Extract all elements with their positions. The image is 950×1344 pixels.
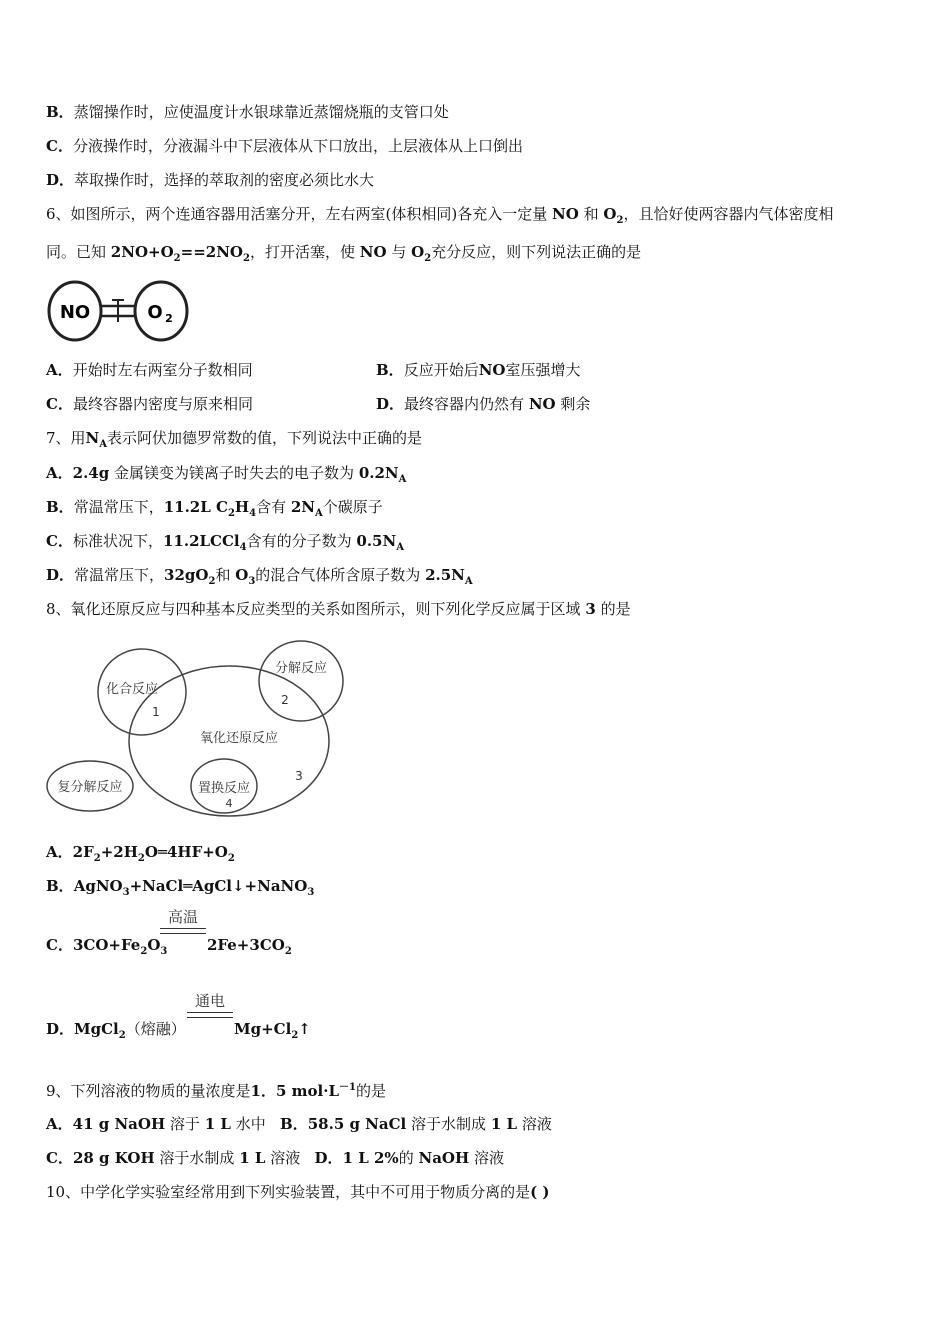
right-chamber-label: O bbox=[147, 302, 163, 323]
q8-option-a: A．$2F_2+2H_2O═4HF+O_2$ bbox=[46, 843, 235, 864]
decomposition-label: 分解反应 bbox=[274, 661, 328, 676]
region-2-label: 2 bbox=[281, 693, 289, 707]
q7-option-a: A．2.4g 金属镁变为镁离子时失去的电子数为 $0.2N_A$ bbox=[46, 464, 407, 485]
q7-option-b: B．常温常压下，11.2L $C_2H_4$含有 $2N_A$个碳原子 bbox=[46, 498, 383, 519]
decomposition-circle bbox=[259, 641, 343, 721]
q9-options-row2: C．28 g KOH 溶于水制成 1 L 溶液 D．1 L 2%的 NaOH 溶液 bbox=[46, 1149, 504, 1167]
q8-option-c: C．$3CO+Fe_2O_3$ bbox=[46, 936, 168, 957]
region-1-label: 1 bbox=[152, 705, 160, 719]
q5-option-c: C．分液操作时，分液漏斗中下层液体从下口放出，上层液体从上口倒出 bbox=[46, 137, 523, 155]
q8-c-condition: 高温 bbox=[167, 908, 198, 926]
q10-stem: 10、中学化学实验室经常用到下列实验装置，其中不可用于物质分离的是( ) bbox=[46, 1183, 550, 1201]
q8-option-c-product: $2Fe+3CO_2$ bbox=[207, 936, 292, 957]
region-3-label: 3 bbox=[295, 769, 303, 783]
q6-stem-line2: 同。已知 $2NO+O_2==2NO_2$，打开活塞，使 NO 与 $O_2$充分反应，则下列说法正确的是 bbox=[46, 243, 642, 264]
region-4-label: 4 bbox=[225, 797, 233, 810]
q8-c-equals-sign bbox=[160, 928, 206, 934]
q9-stem: 9、下列溶液的物质的量浓度是1．5 $mol\cdot L^{-1}$的是 bbox=[46, 1082, 386, 1100]
double-displacement-label: 复分解反应 bbox=[57, 780, 123, 795]
q7-stem: 7、用$N_A$表示阿伏加德罗常数的值，下列说法中正确的是 bbox=[46, 429, 423, 450]
combination-label: 化合反应 bbox=[105, 682, 159, 697]
q7-option-c: C．标准状况下，11.2LCCl$_4$含有的分子数为 $0.5N_A$ bbox=[46, 532, 404, 553]
q8-option-b: B．AgNO$_3$+NaCl═AgCl↓+NaNO$_3$ bbox=[46, 877, 315, 898]
q8-venn-diagram bbox=[44, 638, 349, 823]
q6-options-row2: C．最终容器内密度与原来相同 D．最终容器内仍然有 NO 剩余 bbox=[46, 395, 591, 413]
q6-container-figure bbox=[46, 280, 191, 344]
q9-options-row1: A．41 g NaOH 溶于 1 L 水中 B．58.5 g NaCl 溶于水制成 1 L 溶液 bbox=[46, 1115, 552, 1133]
q8-stem: 8、氧化还原反应与四种基本反应类型的关系如图所示，则下列化学反应属于区域 3 的是 bbox=[46, 600, 631, 618]
q8-d-equals-sign bbox=[187, 1012, 233, 1018]
redox-label: 氧化还原反应 bbox=[199, 731, 279, 746]
q6-options-row1: A．开始时左右两室分子数相同 B．反应开始后NO室压强增大 bbox=[46, 361, 581, 379]
q8-d-condition: 通电 bbox=[194, 992, 225, 1010]
q5-option-d: D．萃取操作时，选择的萃取剂的密度必须比水大 bbox=[46, 171, 375, 189]
q5-option-b: B．蒸馏操作时，应使温度计水银球靠近蒸馏烧瓶的支管口处 bbox=[46, 103, 449, 121]
q7-option-d: D．常温常压下，$32gO_2$和 $O_3$的混合气体所含原子数为 $2.5N_A$ bbox=[46, 566, 473, 587]
q6-stem-line1: 6、如图所示，两个连通容器用活塞分开，左右两室(体积相同)各充入一定量 NO 和 $O_2$，且恰好使两容器内气体密度相 bbox=[46, 205, 834, 226]
q8-option-d: D．MgCl$_2$（熔融） bbox=[46, 1020, 186, 1041]
right-chamber-sub: 2 bbox=[165, 312, 173, 325]
left-chamber-label: NO bbox=[59, 302, 91, 323]
q8-option-d-product: $Mg+Cl_2↑$ bbox=[234, 1020, 311, 1041]
displacement-label: 置换反应 bbox=[197, 781, 251, 796]
